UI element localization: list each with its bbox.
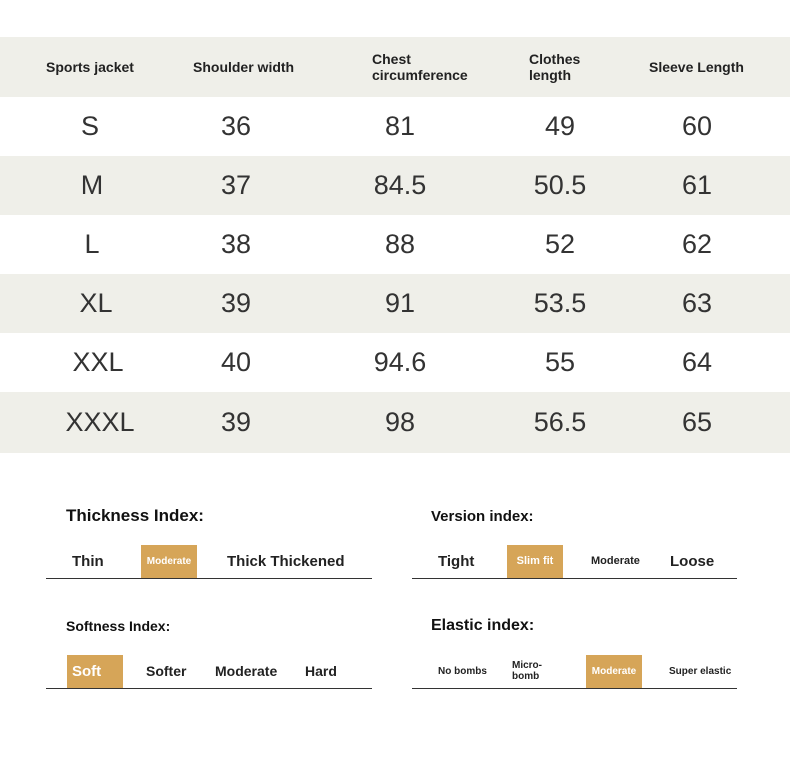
thickness-option-thin: Thin [72, 552, 104, 570]
size-cell: L [84, 229, 100, 259]
version-option-slim-fit-selected: Slim fit [507, 545, 563, 578]
elastic-option-micro-bomb: Micro-bomb [512, 660, 542, 682]
version-option-moderate: Moderate [591, 554, 640, 567]
table-row [0, 333, 790, 392]
version-scale-line [412, 578, 737, 579]
elastic-index-title: Elastic index: [431, 617, 535, 634]
sleeve-cell: 64 [681, 347, 713, 377]
header-shoulder-width: Shoulder width [193, 59, 295, 75]
length-cell: 56.5 [533, 407, 587, 437]
size-cell: XXL [72, 347, 124, 377]
size-cell: XL [79, 288, 113, 318]
thickness-option-moderate-selected: Moderate [141, 545, 197, 578]
softness-option-moderate: Moderate [215, 662, 278, 679]
elastic-option-super-elastic: Super elastic [669, 665, 732, 677]
chest-cell: 88 [384, 229, 416, 259]
shoulder-cell: 40 [220, 347, 252, 377]
table-row [0, 274, 790, 333]
sleeve-cell: 61 [681, 170, 713, 200]
size-chart-table [0, 37, 790, 453]
shoulder-cell: 38 [220, 229, 252, 259]
table-header [0, 37, 790, 97]
chest-cell: 98 [384, 407, 416, 437]
sleeve-cell: 60 [681, 111, 713, 141]
length-cell: 49 [544, 111, 576, 141]
chest-cell: 84.5 [373, 170, 427, 200]
thickness-option-thick: Thick Thickened [227, 552, 345, 570]
thickness-scale-line [46, 578, 372, 579]
softness-option-softer: Softer [146, 662, 187, 679]
length-cell: 53.5 [533, 288, 587, 318]
chest-cell: 81 [384, 111, 416, 141]
chest-cell: 94.6 [373, 347, 427, 377]
length-cell: 50.5 [533, 170, 587, 200]
header-sleeve-length: Sleeve Length [649, 59, 744, 75]
softness-option-hard: Hard [305, 662, 337, 679]
shoulder-cell: 36 [220, 111, 252, 141]
softness-option-soft-selected: Soft [67, 655, 123, 688]
elastic-option-moderate-selected: Moderate [586, 655, 642, 688]
size-cell: XXXL [65, 407, 135, 437]
version-index-title: Version index: [431, 508, 534, 525]
elastic-scale-line [412, 688, 737, 689]
softness-scale-line [46, 688, 372, 689]
header-sports-jacket: Sports jacket [46, 59, 134, 75]
sleeve-cell: 62 [681, 229, 713, 259]
shoulder-cell: 39 [220, 407, 252, 437]
shoulder-cell: 37 [220, 170, 252, 200]
thickness-index-title: Thickness Index: [66, 506, 204, 525]
version-option-tight: Tight [438, 552, 475, 570]
version-option-loose: Loose [670, 552, 715, 570]
size-cell: S [80, 111, 99, 141]
header-clothes-length: Clothes length [529, 51, 581, 83]
shoulder-cell: 39 [220, 288, 252, 318]
length-cell: 52 [544, 229, 576, 259]
header-chest-circumference: Chest circumference [372, 51, 468, 83]
size-cell: M [80, 170, 104, 200]
table-row [0, 97, 790, 156]
table-row [0, 156, 790, 215]
elastic-option-no-bombs: No bombs [438, 665, 487, 677]
chest-cell: 91 [384, 288, 416, 318]
table-row [0, 215, 790, 274]
softness-index-title: Softness Index: [66, 618, 171, 634]
table-row [0, 392, 790, 453]
length-cell: 55 [544, 347, 576, 377]
sleeve-cell: 63 [681, 288, 713, 318]
sleeve-cell: 65 [681, 407, 713, 437]
